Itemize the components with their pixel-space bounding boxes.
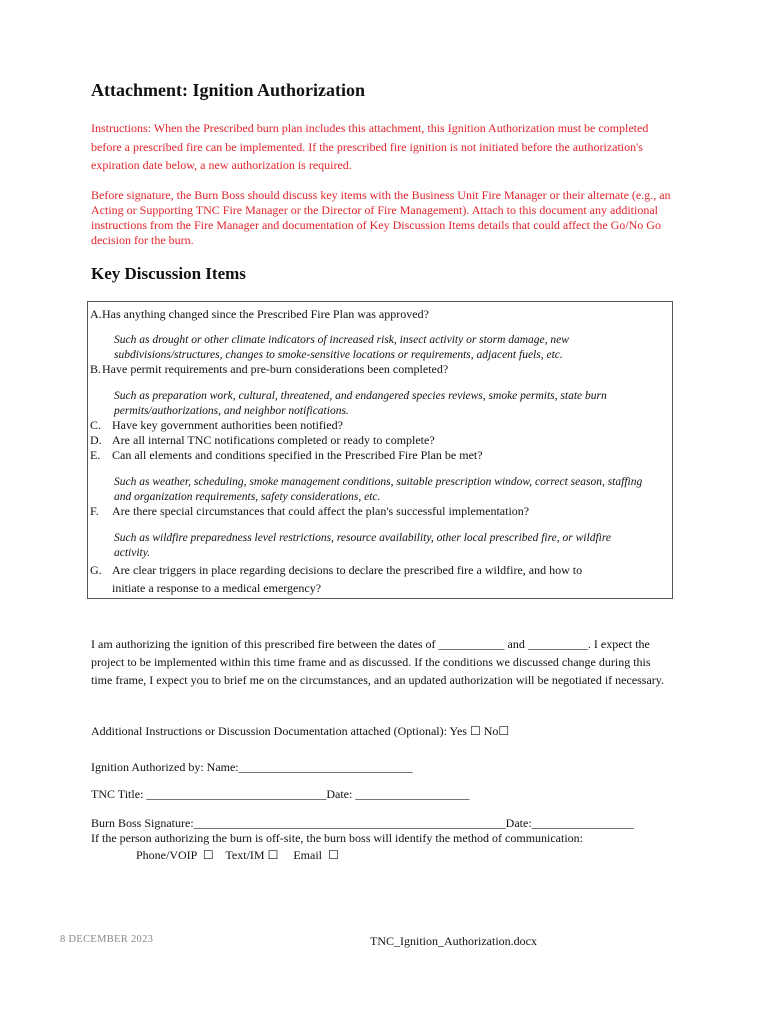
page-title: Attachment: Ignition Authorization <box>91 80 365 100</box>
item-label: B. <box>90 362 102 376</box>
item-text: Are there special circumstances that could affect the plan's successful implementation? <box>112 504 530 518</box>
item-label: E. <box>90 448 101 462</box>
before-signature-text: Before signature, the Burn Boss should discuss key items with the Business Unit Fire Manager or their alternate (e.g., an Acting or Supporting TNC Fire Manager or the Director of Fire Management). Attach to this document any additional instructions from the Fire Manager and documentation of Key Discussion Items details that could affect the Go/No Go decision for the burn. <box>91 188 671 247</box>
item-b <box>90 362 448 377</box>
item-text: Has anything changed since the Prescribed Fire Plan was approved? <box>102 307 429 321</box>
item-f <box>90 504 529 519</box>
tnc-title-line[interactable]: TNC Title: ______________________________Date: ___________________ <box>91 787 470 801</box>
item-text: Have key government authorities been notified? <box>112 418 343 432</box>
item-text: Are all internal TNC notifications completed or ready to complete? <box>112 433 435 447</box>
item-f-note: Such as wildfire preparedness level restrictions, resource availability, other local prescribed fire, or wildfire activity. <box>114 532 611 559</box>
item-a-note: Such as drought or other climate indicators of increased risk, insect activity or storm damage, new subdivisions/structures, changes to smoke-sensitive locations or requirements, adjacent fuels, etc. <box>114 334 569 361</box>
item-label: G. <box>90 563 102 577</box>
item-label: D. <box>90 433 102 447</box>
item-g <box>90 561 610 597</box>
item-c <box>90 418 343 433</box>
authorization-text: I am authorizing the ignition of this prescribed fire between the dates of ___________ and __________. I expect the project to be implemented within this time frame and as discussed. If the conditions we discussed change during this time frame, I expect you to brief me on the circumstances, and an updated authorization will be negotiated if necessary. <box>91 637 665 687</box>
item-a <box>90 307 429 322</box>
item-text: Have permit requirements and pre-burn considerations been completed? <box>102 362 449 376</box>
item-b-note: Such as preparation work, cultural, threatened, and endangered species reviews, smoke permits, state burn permits/authorizations, and neighbor notifications. <box>114 390 607 417</box>
item-text: Are clear triggers in place regarding decisions to declare the prescribed fire a wildfire, and how to initiate a response to a medical emergency? <box>112 563 583 595</box>
burn-boss-signature-line[interactable]: Burn Boss Signature:____________________________________________________Date:_________________ <box>91 816 634 830</box>
item-label: A. <box>90 307 102 321</box>
key-discussion-box <box>87 301 673 599</box>
offsite-text: If the person authorizing the burn is off-site, the burn boss will identify the method of communication: <box>91 831 584 845</box>
item-text: Can all elements and conditions specified in the Prescribed Fire Plan be met? <box>112 448 483 462</box>
item-e <box>90 448 483 463</box>
footer-filename: TNC_Ignition_Authorization.docx <box>370 934 537 948</box>
communication-methods[interactable]: Phone/VOIP ☐ Text/IM ☐ Email ☐ <box>136 848 339 862</box>
additional-docs-line[interactable]: Additional Instructions or Discussion Documentation attached (Optional): Yes ☐ No☐ <box>91 724 510 738</box>
item-e-note: Such as weather, scheduling, smoke management conditions, suitable prescription window, correct season, staffing and organization requirements, safety considerations, etc. <box>114 476 643 503</box>
item-label: C. <box>90 418 102 432</box>
instructions-text: Instructions: When the Prescribed burn plan includes this attachment, this Ignition Authorization must be completed before a prescribed fire can be implemented. If the prescribed fire ignition is not initiated before the authorization's expiration date below, a new authorization is required. <box>91 121 649 172</box>
item-label: F. <box>90 504 99 518</box>
item-d <box>90 433 435 448</box>
footer-date: 8 DECEMBER 2023 <box>60 934 154 945</box>
authorized-by-line[interactable]: Ignition Authorized by: Name:_____________________________ <box>91 760 413 774</box>
key-discussion-title: Key Discussion Items <box>91 264 246 283</box>
